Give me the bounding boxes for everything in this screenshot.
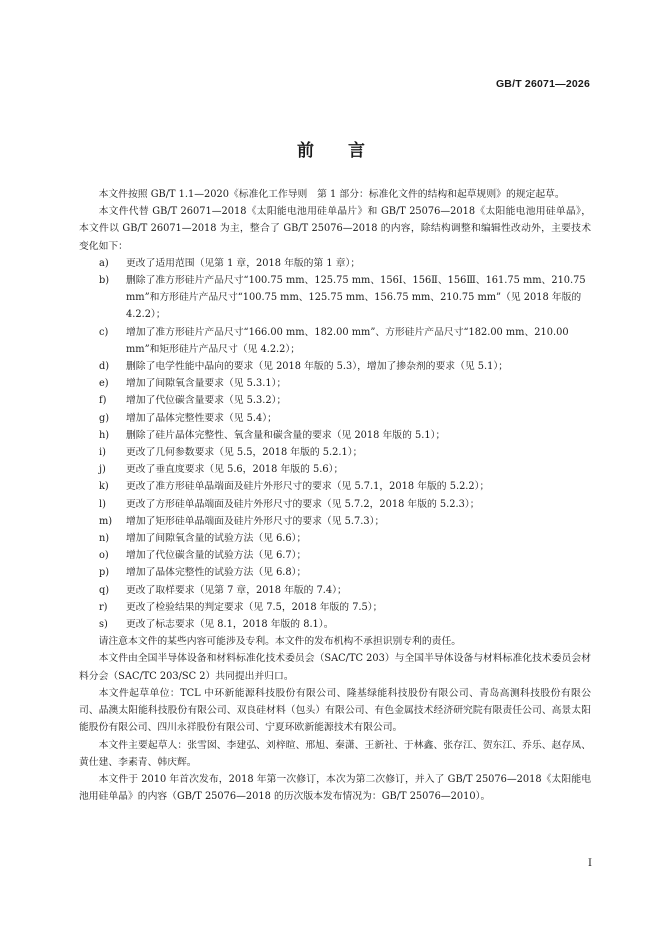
- list-item-label: r): [99, 601, 108, 613]
- list-item: [79, 478, 591, 495]
- list-item: [79, 530, 591, 547]
- list-item-label: p): [99, 567, 110, 579]
- patent-notice: 请注意本文件的某些内容可能涉及专利。本文件的发布机构不承担识别专利的责任。: [98, 636, 462, 648]
- list-item-label: q): [99, 584, 110, 596]
- list-item: [79, 547, 591, 564]
- list-item-label: h): [99, 429, 110, 441]
- list-item: [79, 392, 591, 409]
- list-item: [79, 461, 591, 478]
- list-item-label: c): [99, 326, 109, 338]
- list-item-text: 增加了晶体完整性要求（见 5.4）；: [126, 412, 277, 424]
- list-item-label: e): [99, 378, 109, 390]
- list-item-label: s): [99, 619, 108, 631]
- list-item-text: 删除了硅片晶体完整性、氧含量和碳含量的要求（见 2018 年版的 5.1）；: [126, 429, 446, 441]
- list-item-text: 增加了代位碳含量的试验方法（见 6.7）；: [126, 550, 307, 562]
- list-item-text: 增加了晶体完整性的试验方法（见 6.8）；: [126, 567, 307, 579]
- list-item-text: 增加了准方形硅片产品尺寸“166.00 mm、182.00 mm”、方形硅片产品尺寸“182.00 mm、210.00 mm”和矩形硅片产品尺寸（见 4.2.2）；: [126, 326, 569, 355]
- closing-section: [79, 633, 591, 805]
- drafting-units-paragraph: 本文件起草单位：TCL 中环新能源科技股份有限公司、隆基绿能科技股份有限公司、青岛高测科技股份有限公司、晶澳太阳能科技股份有限公司、双良硅材料（包头）有限公司、有色金属技术经济研究院有限责任公司、高景太阳能股份有限公司、四川永祥股份有限公司、宁夏环欧新能源技术有限公司。: [79, 687, 591, 734]
- list-item-text: 删除了电学性能中晶向的要求（见 2018 年版的 5.3），增加了掺杂剂的要求（见 5.1）；: [126, 361, 509, 373]
- list-item: [79, 582, 591, 599]
- list-item-text: 增加了代位碳含量要求（见 5.3.2）；: [126, 395, 287, 407]
- list-item-label: d): [99, 361, 110, 373]
- list-item-label: n): [99, 533, 110, 545]
- list-item-text: 增加了间隙氧含量的试验方法（见 6.6）；: [126, 533, 307, 545]
- list-item: [79, 375, 591, 392]
- page-number: I: [588, 858, 592, 869]
- list-item-label: m): [99, 515, 113, 527]
- list-item-text: 更改了标志要求（见 8.1，2018 年版的 8.1）。: [126, 619, 334, 631]
- list-item-label: o): [99, 550, 109, 562]
- list-item-label: i): [99, 447, 106, 459]
- list-item: [79, 272, 591, 324]
- list-item-text: 更改了几何参数要求（见 5.5，2018 年版的 5.2.1）；: [126, 447, 363, 459]
- list-item-label: k): [99, 481, 109, 493]
- intro-paragraph: 本文件按照 GB/T 1.1—2020《标准化工作导则 第 1 部分：标准化文件的结构和起草规则》的规定起草。: [98, 189, 565, 200]
- list-item-text: 增加了矩形硅单晶端面及硅片外形尺寸的要求（见 5.7.3）；: [126, 515, 385, 527]
- list-item-text: 删除了准方形硅片产品尺寸“100.75 mm、125.75 mm、156Ⅰ、156Ⅱ、156Ⅲ、161.75 mm、210.75 mm”和方形硅片产品尺寸“100.75 mm、125.75 mm、156.75 mm、210.75 mm”（见 2018 年版的 4.2.2）；: [126, 275, 586, 321]
- list-item: [79, 564, 591, 581]
- drafters-paragraph: 本文件主要起草人：张雪囡、李建弘、刘梓暄、邢旭、秦潇、王新社、于林鑫、张存江、贺东江、乔乐、赵存凤、黄仕建、李素青、韩庆辉。: [79, 739, 591, 768]
- list-item-text: 更改了方形硅单晶端面及硅片外形尺寸的要求（见 5.7.2，2018 年版的 5.2.3）；: [126, 498, 480, 510]
- list-item: [79, 616, 591, 633]
- list-item-label: a): [99, 257, 109, 269]
- list-item: [79, 427, 591, 444]
- foreword-body: [79, 186, 591, 805]
- list-item-text: 更改了取样要求（见第 7 章，2018 年版的 7.4）；: [126, 584, 347, 596]
- list-item: [79, 599, 591, 616]
- list-item-text: 更改了适用范围（见第 1 章，2018 年版的第 1 章）；: [126, 257, 361, 269]
- list-item: [79, 513, 591, 530]
- list-item-label: j): [99, 464, 106, 476]
- list-item: [79, 444, 591, 461]
- list-item-text: 更改了垂直度要求（见 5.6，2018 年版的 5.6）；: [126, 464, 344, 476]
- list-item-text: 更改了检验结果的判定要求（见 7.5，2018 年版的 7.5）；: [126, 601, 383, 613]
- standard-code: GB/T 26071—2026: [495, 78, 590, 90]
- list-item-label: b): [99, 275, 110, 287]
- list-item: [79, 410, 591, 427]
- proposer-paragraph: 本文件由全国半导体设备和材料标准化技术委员会（SAC/TC 203）与全国半导体设备与材料标准化技术委员会材料分会（SAC/TC 203/SC 2）共同提出并归口。: [79, 653, 591, 682]
- list-item: [79, 496, 591, 513]
- list-item: [79, 255, 591, 272]
- list-item-label: l): [99, 498, 106, 510]
- list-item-text: 更改了准方形硅单晶端面及硅片外形尺寸的要求（见 5.7.1，2018 年版的 5.2.2）；: [126, 481, 490, 493]
- list-item-label: g): [99, 412, 110, 424]
- page-title: 前言: [297, 141, 399, 161]
- technical-changes-list: [79, 255, 591, 633]
- list-item-text: 增加了间隙氧含量要求（见 5.3.1）；: [126, 378, 287, 390]
- list-item: [79, 358, 591, 375]
- list-item-label: f): [99, 395, 107, 407]
- intro-paragraph: 本文件代替 GB/T 26071—2018《太阳能电池用硅单晶片》和 GB/T 25076—2018《太阳能电池用硅单晶》，本文件以 GB/T 26071—2018 为主，整合了 GB/T 25076—2018 的内容，除结构调整和编辑性改动外，主要技术变化如下：: [79, 206, 591, 252]
- history-paragraph: 本文件于 2010 年首次发布，2018 年第一次修订，本次为第二次修订，并入了 GB/T 25076—2018《太阳能电池用硅单晶》的内容（GB/T 25076—2018 的历次版本发布情况为：GB/T 25076—2010）。: [79, 773, 591, 803]
- list-item: [79, 324, 591, 358]
